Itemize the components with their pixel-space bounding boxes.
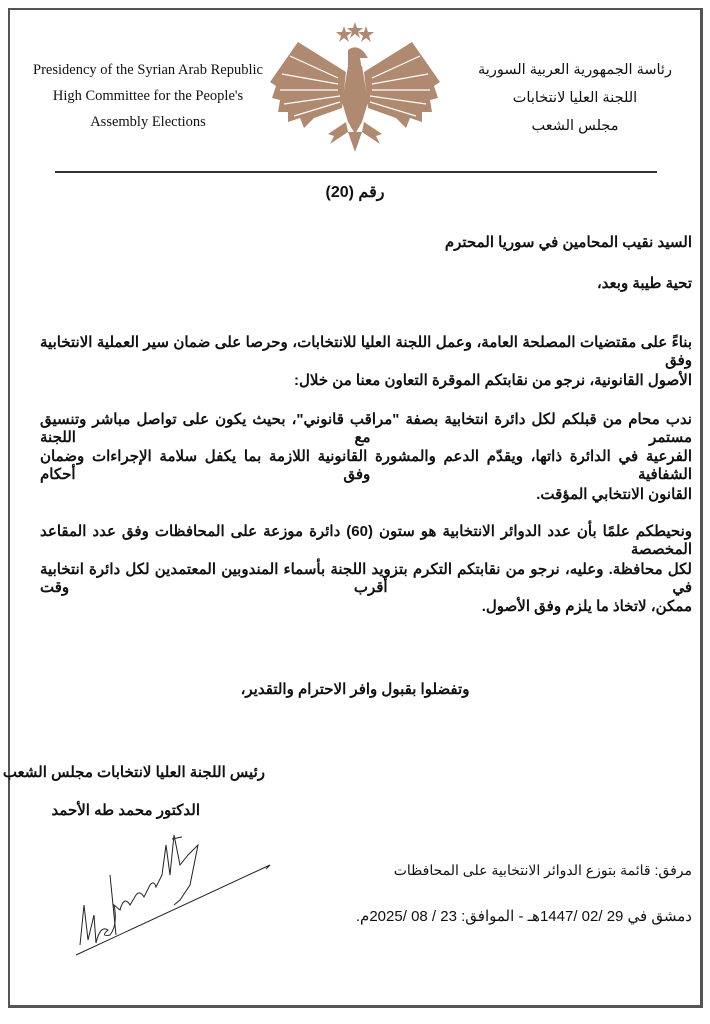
body-line: ممكن، لاتخاذ ما يلزم وفق الأصول. <box>481 598 692 615</box>
signature-image <box>70 825 280 975</box>
english-letterhead <box>22 57 274 135</box>
letterhead-ar-line: مجلس الشعب <box>531 118 619 134</box>
reference-number: رقم (20) <box>325 184 385 201</box>
letterhead-en-line: High Committee for the People's <box>52 88 244 104</box>
closing: وتفضلوا بقبول وافر الاحترام والتقدير، <box>240 681 470 698</box>
addressee: السيد نقيب المحامين في سوريا المحترم <box>444 234 692 251</box>
date-line: دمشق في 29 /02 /1447هـ - الموافق: 23 / 08 /2025م. <box>355 908 692 925</box>
body-line: بناءً على مقتضيات المصلحة العامة، وعمل اللجنة العليا للانتخابات، وحرصا على ضمان سير العملية الانتخابية وفق <box>40 334 692 369</box>
letterhead-ar-line: رئاسة الجمهورية العربية السورية <box>478 62 672 78</box>
letterhead-en-line: Assembly Elections <box>90 114 206 130</box>
header-divider <box>55 171 657 173</box>
arabic-letterhead <box>470 56 680 140</box>
body-line: الأصول القانونية، نرجو من نقابتكم الموقرة التعاون معنا من خلال: <box>294 372 692 389</box>
attachment-note: مرفق: قائمة بتوزع الدوائر الانتخابية على المحافظات <box>393 862 692 878</box>
body-line: ندب محام من قبلكم لكل دائرة انتخابية بصفة "مراقب قانوني"، بحيث يكون على تواصل مباشر وتنسيق مستمر مع اللجنة <box>40 411 692 446</box>
eagle-emblem-icon <box>268 22 442 152</box>
body-line: الفرعية في الدائرة ذاتها، ويقدّم الدعم والمشورة القانونية اللازمة بما يكفل سلامة الإجراءات وضمان الشفافية وفق أحكام <box>40 448 692 483</box>
greeting: تحية طيبة وبعد، <box>596 275 692 292</box>
body-line: لكل محافظة. وعليه، نرجو من نقابتكم التكرم بتزويد اللجنة بأسماء المندوبين المعتمدين لكل دائرة انتخابية في أقرب وقت <box>40 561 692 596</box>
body-line: القانون الانتخابي المؤقت. <box>536 486 692 503</box>
body-line: ونحيطكم علمًا بأن عدد الدوائر الانتخابية هو ستون (60) دائرة موزعة على المحافظات وفق عدد المقاعد المخصصة <box>40 523 692 558</box>
signatory-title: رئيس اللجنة العليا لانتخابات مجلس الشعب <box>2 764 265 781</box>
letterhead-en-line: Presidency of the Syrian Arab Republic <box>33 62 263 78</box>
letterhead-ar-line: اللجنة العليا لانتخابات <box>512 90 638 106</box>
signatory-name: الدكتور محمد طه الأحمد <box>51 802 200 819</box>
